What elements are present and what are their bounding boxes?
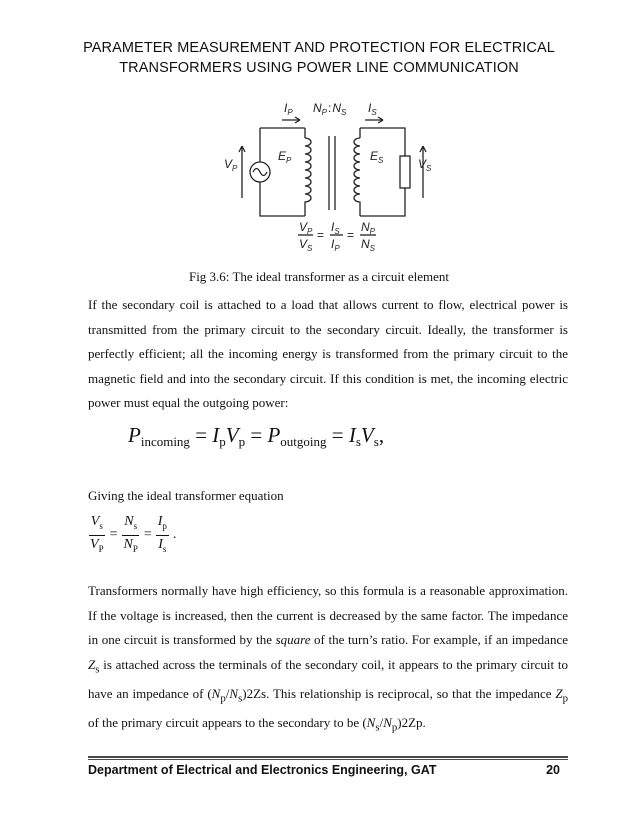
ratio-np: $N_P$: [361, 220, 376, 236]
frac-turns: $\frac{N_s}{N_P}$: [123, 514, 138, 554]
paragraph-impedance: Transformers normally have high efficiency, so this formula is a reasonable approximation. If the voltage is increased, then the current is decreased by the same factor. The impedance in one circuit is transformed by the square of the turn’s ratio. For example, if an impedance $Z_s$ is attached across the terminals of the secondary coil, it appears to the primary circuit to have an impedance of $(N_p/N_s)2Zs$. This relationship is reciprocal, so that the impedance $Z_p$ of the primary circuit appears to the secondary to be $(N_s/N_p)2Zp$.: [88, 583, 569, 734]
footer-rule: [88, 756, 568, 758]
header-line-1: PARAMETER MEASUREMENT AND PROTECTION FOR ELECTRICAL: [83, 40, 555, 56]
label-vp: $V_P$: [224, 157, 238, 173]
secondary-coil-icon: [354, 138, 360, 208]
footer-department: Department of Electrical and Electronics Engineering, GAT: [88, 763, 437, 777]
ratio-ns: $N_S$: [361, 237, 376, 253]
ideal-transformer-diagram: [220, 98, 435, 263]
primary-coil-icon: [305, 138, 311, 208]
header-line-2: TRANSFORMERS USING POWER LINE COMMUNICATION: [119, 60, 519, 76]
footer-rule-thin: [88, 759, 568, 760]
equation-lead-text: Giving the ideal transformer equation: [88, 488, 284, 503]
label-es: $E_S$: [370, 149, 384, 165]
ratio-ip: $I_P$: [331, 237, 340, 253]
ratio-eq-1: =: [317, 228, 325, 242]
page-header: [40, 38, 598, 78]
label-ep: $E_P$: [278, 149, 292, 165]
secondary-wire: [360, 128, 405, 216]
ratio-is: $I_S$: [331, 220, 340, 236]
label-turns: $N_P:N_S$: [313, 101, 347, 117]
frac-voltage: $\frac{V_s}{V_P}$: [90, 514, 104, 554]
label-is: $I_S$: [368, 101, 377, 117]
page-footer: [88, 763, 568, 777]
frac-current: $\frac{I_p}{I_s}$: [157, 514, 167, 554]
transformer-svg: [220, 98, 435, 263]
ratio-vp: $V_P$: [299, 220, 313, 236]
ideal-transformer-equation: $\frac{V_s}{V_P}$ = $\frac{N_s}{N_P}$ = $\frac{I_p}{I_s}$ .: [88, 514, 176, 557]
label-ip: $I_P$: [284, 101, 293, 117]
paragraph-power-transfer: If the secondary coil is attached to a load that allows current to flow, electrical power is transmitted from the primary circuit to the secondary circuit. Ideally, the transformer is perfectly efficient; all the incoming energy is transformed from the primary circuit to the magnetic field and into the secondary circuit. If this condition is met, the incoming electric power must equal the outgoing power:: [88, 297, 568, 410]
load-resistor-icon: [400, 156, 410, 188]
ratio-eq-2: =: [347, 228, 355, 242]
page-number: 20: [546, 763, 560, 777]
ratio-vs: $V_S$: [299, 237, 313, 253]
power-equation: $P_{incoming} = I_pV_p = P_{outgoing} = I_sV_s$,: [128, 423, 385, 449]
figure-caption: Fig 3.6: The ideal transformer as a circuit element: [188, 269, 450, 284]
label-vs: $V_S$: [418, 157, 432, 173]
